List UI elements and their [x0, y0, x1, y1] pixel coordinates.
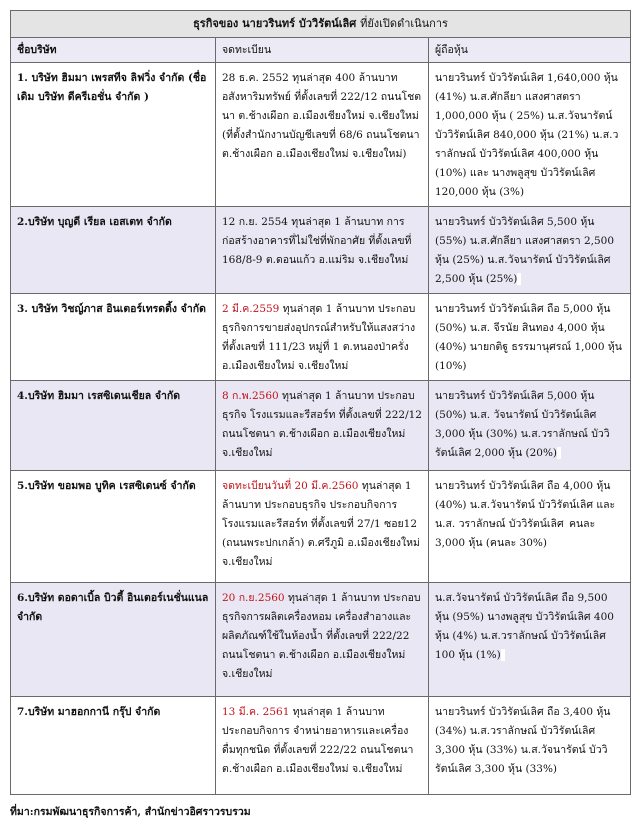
shareholders-cell — [429, 63, 631, 207]
shareholders-text: นายวรินทร์ บัววิรัตน์เลิศ ถือ 4,000 หุ้น (40%) น.ส.วัจนารัตน์ บัววิรัตน์เลิศ และ น.ส. วราลักษณ์ บัววิรัตน์เลิศ — [435, 480, 616, 530]
registration-details: ทุนล่าสุด 1 ล้านบาท ประกอบธุรกิจการขายส่งอุปกรณ์สำหรับให้แสงสว่าง ที่ตั้งเลขที่ 111/23 หมู่ที่ 1 ต.หนองป่าครั่ง อ.เมืองเชียงใหม่ จ.เชียงใหม่ — [222, 303, 416, 372]
table-row — [11, 63, 631, 207]
column-header-registration: จดทะเบียน — [216, 38, 429, 63]
registration-cell — [216, 63, 429, 207]
table-row — [11, 583, 631, 697]
shareholders-text: นายวรินทร์ บัววิรัตน์เลิศ ถือ 5,000 หุ้น (50%) น.ส. จีรนัย สินทอง 4,000 หุ้น (40%) นายกติฐู ธรรมานุศรณ์ 1,000 หุ้น (10%) — [435, 303, 622, 372]
registration-date: 13 มี.ค. 2561 — [222, 706, 290, 718]
title-subtext: ที่ยังเปิดดำเนินการ — [360, 17, 448, 30]
shareholders-extra — [517, 273, 521, 285]
business-table — [10, 10, 631, 795]
shareholders-extra — [467, 360, 471, 372]
table-title — [11, 11, 631, 38]
registration-details: 28 ธ.ค. 2552 ทุนล่าสุด 400 ล้านบาท อสังหาริมทรัพย์ ที่ตั้งเลขที่ 222/12 ถนนโชตนา ต.ช้างเผือก อ.เมืองเชียงใหม่ จ.เชียงใหม่ (ที่ตั้งสำนักงานบัญชีเลขที่ 68/6 ถนนโชตนา ต.ช้างเผือก อ.เมืองเชียงใหม่ จ.เชียงใหม่) — [222, 72, 422, 160]
registration-date: 20 ก.ย.2560 — [222, 592, 285, 604]
shareholders-cell — [429, 381, 631, 471]
company-name: 1. บริษัท ฮิมมา เพรสทีจ ลิฟวิ่ง จำกัด (ชื่อเดิม บริษัท ดีครีเอชั่น จำกัด ) — [11, 63, 216, 207]
table-title-row — [11, 11, 631, 38]
shareholders-cell — [429, 471, 631, 583]
shareholders-text: นายวรินทร์ บัววิรัตน์เลิศ 5,000 หุ้น (50%) น.ส. วัจนารัตน์ บัววิรัตน์เลิศ 3,000 หุ้น (30%) น.ส.วราลักษณ์ บัววิรัตน์เลิศ 2,000 หุ้น (20%) — [435, 390, 610, 459]
table-row — [11, 207, 631, 294]
registration-date: 2 มี.ค.2559 — [222, 303, 280, 315]
shareholders-extra — [501, 649, 505, 661]
registration-cell — [216, 583, 429, 697]
registration-date: จดทะเบียนวันที่ 20 มี.ค.2560 — [222, 480, 359, 492]
company-name: 5.บริษัท ขอมพอ บูทิค เรสซิเดนซ์ จำกัด — [11, 471, 216, 583]
registration-details: ทุนล่าสุด 1 ล้านบาท ประกอบธุรกิจการผลิตเครื่องหอม เครื่องสำอางและผลิตภัณฑ์ใช้ในห้องน้ำ ที่ตั้งเลขที่ 222/22 ถนนโชตนา ต.ช้างเผือก อ.เมืองเชียงใหม่ จ.เชียงใหม่ — [222, 592, 421, 680]
registration-details: ทุนล่าสุด 1 ล้านบาท ประกอบธุรกิจ ประกอบกิจการโรงแรมและรีสอร์ท ที่ตั้งเลขที่ 27/1 ซอย12 (ถนนพระปกเกล้า) ต.ศรีภูมิ อ.เมืองเชียงใหม่ จ.เชียงใหม่ — [222, 480, 420, 568]
registration-cell — [216, 697, 429, 795]
table-row — [11, 471, 631, 583]
shareholders-text: นายวรินทร์ บัววิรัตน์เลิศ 1,640,000 หุ้น (41%) น.ส.ศักลียา แสงศาสตรา 1,000,000 หุ้น ( 25%) น.ส.วัจนารัตน์ บัววิรัตน์เลิศ 840,000 หุ้น (21%) น.ส.วราลักษณ์ บัววิรัตน์เลิศ 400,000 หุ้น (10%) และ นางพลูสุข บัววิรัตน์เลิศ 120,000 หุ้น (3%) — [435, 72, 619, 198]
registration-details: 12 ก.ย. 2554 ทุนล่าสุด 1 ล้านบาท การก่อสร้างอาคารที่ไม่ใช่ที่พักอาศัย ที่ตั้งเลขที่ 168/8-9 ต.ดอนแก้ว อ.แม่ริม จ.เชียงใหม่ — [222, 216, 412, 266]
shareholders-cell — [429, 583, 631, 697]
registration-details: ทุนล่าสุด 1 ล้านบาท ประกอบธุรกิจ โรงแรมและรีสอร์ท ที่ตั้งเลขที่ 222/12 ถนนโชตนา ต.ช้างเผือก อ.เมืองเชียงใหม่ จ.เชียงใหม่ — [222, 390, 422, 459]
registration-cell — [216, 207, 429, 294]
company-name: 7.บริษัท มาฮอกกานี กรุ๊ป จำกัด — [11, 697, 216, 795]
company-name: 4.บริษัท ฮิมมา เรสซิเดนเชียล จำกัด — [11, 381, 216, 471]
table-row — [11, 294, 631, 381]
shareholders-extra — [557, 447, 561, 459]
shareholders-extra — [557, 763, 561, 775]
shareholders-text: นายวรินทร์ บัววิรัตน์เลิศ ถือ 3,400 หุ้น (34%) น.ส.วราลักษณ์ บัววิรัตน์เลิศ 3,300 หุ้น (33%) น.ส.วัจนารัตน์ บัววิรัตน์เลิศ 3,300 หุ้น (33%) — [435, 706, 611, 775]
registration-cell — [216, 381, 429, 471]
document — [10, 10, 630, 820]
column-header-shareholders: ผู้ถือหุ้น — [429, 38, 631, 63]
company-name: 2.บริษัท บุญดี เรียล เอสเตท จำกัด — [11, 207, 216, 294]
shareholders-cell — [429, 294, 631, 381]
shareholders-text: นายวรินทร์ บัววิรัตน์เลิศ 5,500 หุ้น (55%) น.ส.ศักลียา แสงศาสตรา 2,500 หุ้น (25%) น.ส.วัจนารัตน์ บัววิรัตน์เลิศ 2,500 หุ้น (25%) — [435, 216, 614, 285]
company-name: 6.บริษัท ดอดาเบิ้ล บิวตี้ อินเตอร์เนชั่นแนล จำกัด — [11, 583, 216, 697]
registration-date: 8 ก.พ.2560 — [222, 390, 279, 402]
registration-cell — [216, 471, 429, 583]
shareholders-cell — [429, 207, 631, 294]
company-name: 3. บริษัท วิชญ์ภาส อินเตอร์เทรดดิ้ง จำกัด — [11, 294, 216, 381]
table-row — [11, 697, 631, 795]
title-text: ธุรกิจของ นายวรินทร์ บัววิรัตน์เลิศ — [193, 17, 357, 30]
column-header-row — [11, 38, 631, 63]
shareholders-text: น.ส.วัจนารัตน์ บัววิรัตน์เลิศ ถือ 9,500 หุ้น (95%) นางพลูสุข บัววิรัตน์เลิศ 400 หุ้น (4%) น.ส.วราลักษณ์ บัววิรัตน์เลิศ 100 หุ้น (1%) — [435, 592, 614, 661]
registration-cell — [216, 294, 429, 381]
shareholders-cell — [429, 697, 631, 795]
column-header-company: ชื่อบริษัท — [11, 38, 216, 63]
table-row — [11, 381, 631, 471]
shareholders-extra — [524, 186, 528, 198]
registration-details: ทุนล่าสุด 1 ล้านบาท ประกอบกิจการ จำหน่ายอาหารและเครื่องดื่มทุกชนิด ที่ตั้งเลขที่ 222/22 ถนนโชตนา ต.ช้างเผือก อ.เมืองเชียงใหม่ จ.เชียงใหม่ — [222, 706, 414, 775]
shareholders-extra: คนละ 3,000 หุ้น (คนละ 30%) — [435, 518, 596, 549]
source-footnote: ที่มา:กรมพัฒนาธุรกิจการค้า, สำนักข่าวอิศราวรบรวม — [10, 806, 251, 818]
